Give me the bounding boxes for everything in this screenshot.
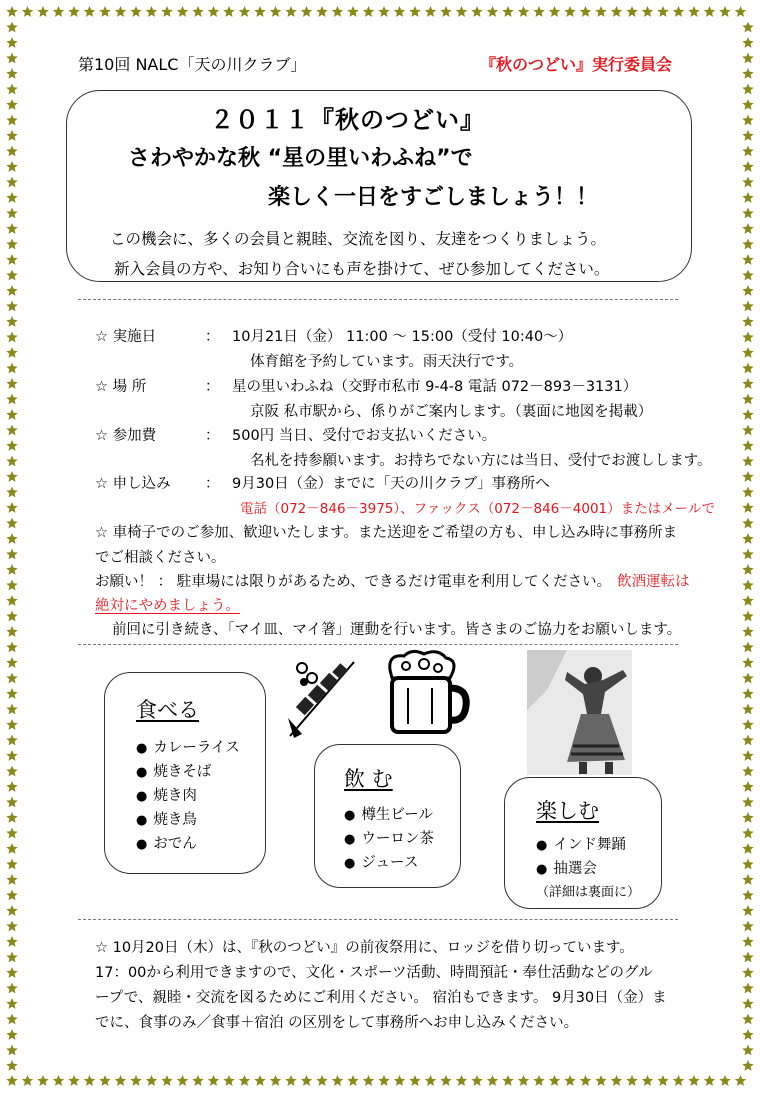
eat-item: ● カレーライス: [136, 736, 240, 757]
wheelchair-note-2: でご相談ください。: [95, 550, 226, 566]
parking-request: [95, 570, 690, 591]
parking-request-text: お願い！ ： 駐車場には限りがあるため、できるだけ電車を利用してください。: [95, 574, 612, 590]
drink-item: ● ジュース: [344, 851, 418, 872]
enjoy-item: ● インド舞踊: [536, 833, 626, 854]
yakitori-icon: [282, 658, 360, 740]
divider: [78, 644, 678, 645]
colon: ：: [205, 379, 220, 395]
eat-item: ● おでん: [136, 832, 197, 853]
header-club-name: 第10回 NALC「天の川クラブ」: [78, 55, 307, 74]
eat-item: ● 焼きそば: [136, 760, 211, 781]
eve-party-line-2: 17：00から利用できますので、文化・スポーツ活動、時間預託・奉仕活動などのグル: [95, 965, 653, 981]
fee-note: 名札を持参願います。お持ちでない方には当日、受付でお渡しします。: [250, 453, 712, 469]
date-label: ☆ 実施日: [95, 329, 157, 345]
date-note: 体育館を予約しています。雨天決行です。: [250, 354, 524, 370]
colon: ：: [205, 329, 220, 345]
apply-contact: 電話（072－846－3975）、ファックス（072－846－4001）またはメールで: [240, 501, 715, 517]
header-committee: 『秋のつどい』実行委員会: [480, 55, 673, 74]
apply-label: ☆ 申し込み: [95, 476, 171, 492]
place-note: 京阪 私市駅から、係りがご案内します。（裏面に地図を掲載）: [250, 404, 653, 420]
place-value: 星の里いわふね（交野市私市 9-4-8 電話 072－893－3131）: [232, 379, 638, 395]
event-tagline-2: 楽しく一日をすごしましょう！！: [268, 185, 599, 210]
beer-mug-icon: [380, 648, 472, 740]
eat-title: 食べる: [136, 698, 199, 722]
event-title: ２０１１『秋のつどい』: [210, 106, 485, 134]
drunk-driving-warning: 飲酒運転は: [617, 574, 690, 590]
drunk-driving-warning-2: 絶対にやめましょう。: [95, 598, 240, 614]
place-label: ☆ 場 所: [95, 379, 147, 395]
eat-item: ● 焼き肉: [136, 784, 197, 805]
dancer-photo: [527, 650, 632, 775]
drink-item: ● 樽生ビール: [344, 803, 433, 824]
enjoy-title: 楽しむ: [536, 799, 599, 823]
fee-value: 500円 当日、受付でお支払いください。: [232, 428, 497, 444]
event-tagline: さわやかな秋 “星の里いわふね”で: [128, 146, 473, 171]
colon: ：: [205, 476, 220, 492]
wheelchair-note: ☆ 車椅子でのご参加、歓迎いたします。また送迎をご希望の方も、申し込み時に事務所ま: [95, 525, 677, 541]
drink-title: 飲 む: [344, 767, 393, 791]
intro-line-2: 新入会員の方や、お知り合いにも声を掛けて、ぜひ参加してください。: [114, 260, 610, 278]
intro-line-1: この機会に、多くの会員と親睦、交流を図り、友達をつくりましょう。: [110, 230, 607, 248]
divider: [78, 919, 678, 920]
divider: [78, 299, 678, 300]
my-dish-campaign: 前回に引き続き、「マイ皿、マイ箸」運動を行います。皆さまのご協力をお願いします。: [112, 622, 682, 638]
eve-party-line-4: でに、食事のみ／食事＋宿泊 の区別をして事務所へお申し込みください。: [95, 1015, 579, 1031]
colon: ：: [205, 428, 220, 444]
apply-value: 9月30日（金）までに「天の川クラブ」事務所へ: [232, 476, 550, 492]
eve-party-line-1: ☆ 10月20日（木）は、『秋のつどい』の前夜祭用に、ロッジを借り切っています。: [95, 940, 634, 956]
eat-item: ● 焼き鳥: [136, 808, 197, 829]
date-value: 10月21日（金） 11:00 ～ 15:00（受付 10:40～）: [232, 329, 573, 345]
enjoy-note: （詳細は裏面に）: [536, 885, 641, 900]
enjoy-item: ● 抽選会: [536, 857, 597, 878]
eve-party-line-3: ープで、親睦・交流を図るためにご利用ください。 宿泊もできます。 9月30日（金）ま: [95, 990, 667, 1006]
fee-label: ☆ 参加費: [95, 428, 157, 444]
drink-item: ● ウーロン茶: [344, 827, 434, 848]
